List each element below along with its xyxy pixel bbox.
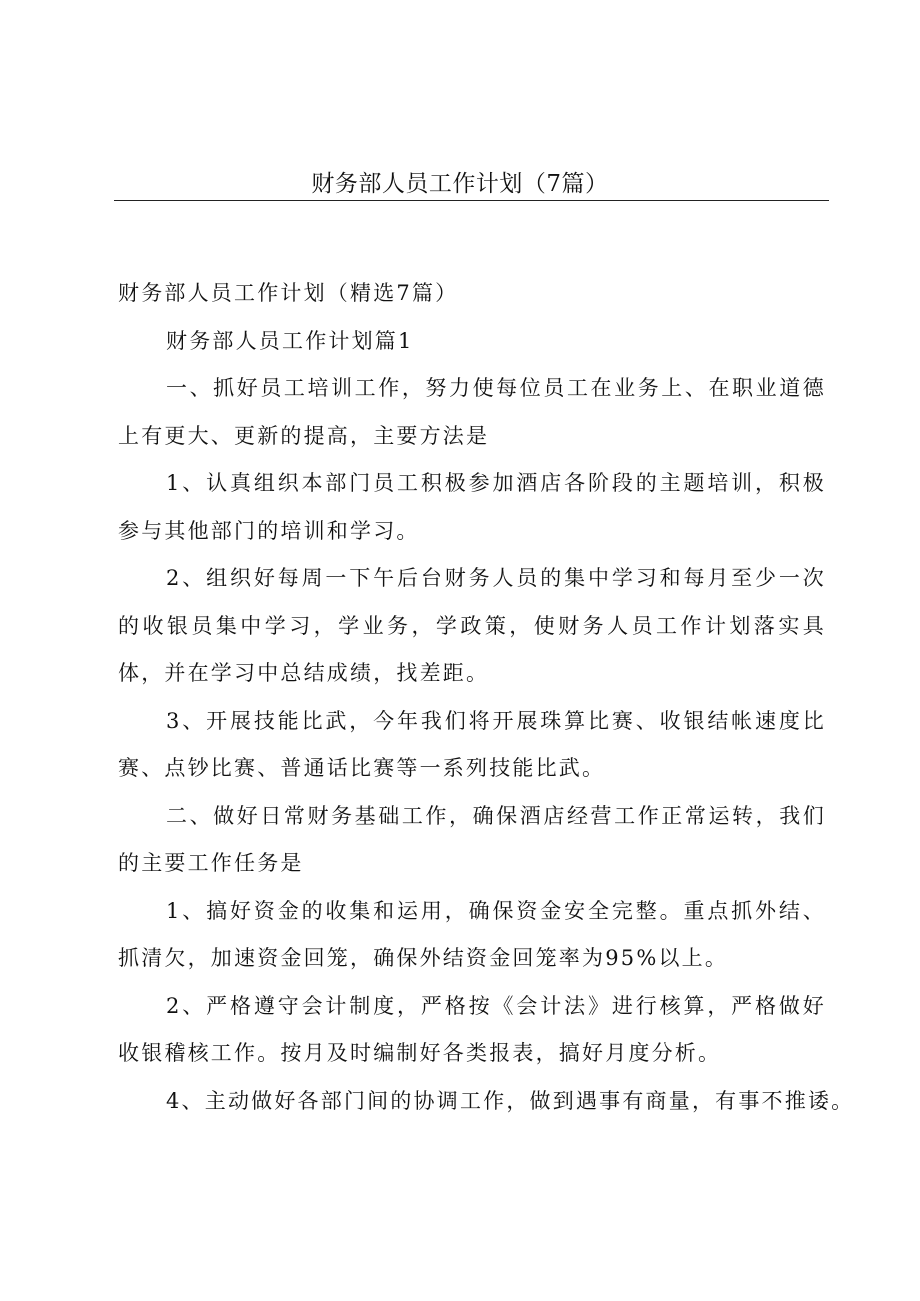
paragraph: 4、主动做好各部门间的协调工作，做到遇事有商量，有事不推诿。 bbox=[166, 1088, 855, 1113]
document-title: 财务部人员工作计划（7篇） bbox=[311, 171, 609, 197]
paragraph: 1、搞好资金的收集和运用，确保资金安全完整。重点抓外结、抓清欠，加速资金回笼，确保外结资金回笼率为95%以上。 bbox=[118, 898, 826, 970]
paragraph-section-heading: 财务部人员工作计划篇1 bbox=[166, 328, 414, 353]
paragraph: 一、抓好员工培训工作，努力使每位员工在业务上、在职业道德上有更大、更新的提高，主要方法是 bbox=[118, 376, 826, 448]
paragraph: 3、开展技能比武，今年我们将开展珠算比赛、收银结帐速度比赛、点钞比赛、普通话比赛等一系列技能比武。 bbox=[118, 708, 826, 780]
paragraph-subtitle: 财务部人员工作计划（精选7篇） bbox=[118, 281, 459, 305]
paragraph: 2、严格遵守会计制度，严格按《会计法》进行核算，严格做好收银稽核工作。按月及时编制好各类报表，搞好月度分析。 bbox=[118, 993, 826, 1065]
paragraph: 二、做好日常财务基础工作，确保酒店经营工作正常运转，我们的主要工作任务是 bbox=[118, 803, 826, 875]
title-underline bbox=[114, 200, 829, 201]
paragraph: 2、组织好每周一下午后台财务人员的集中学习和每月至少一次的收银员集中学习，学业务，学政策，使财务人员工作计划落实具体，并在学习中总结成绩，找差距。 bbox=[118, 566, 826, 685]
document-body bbox=[118, 270, 855, 1125]
paragraph: 1、认真组织本部门员工积极参加酒店各阶段的主题培训，积极参与其他部门的培训和学习。 bbox=[118, 471, 826, 543]
